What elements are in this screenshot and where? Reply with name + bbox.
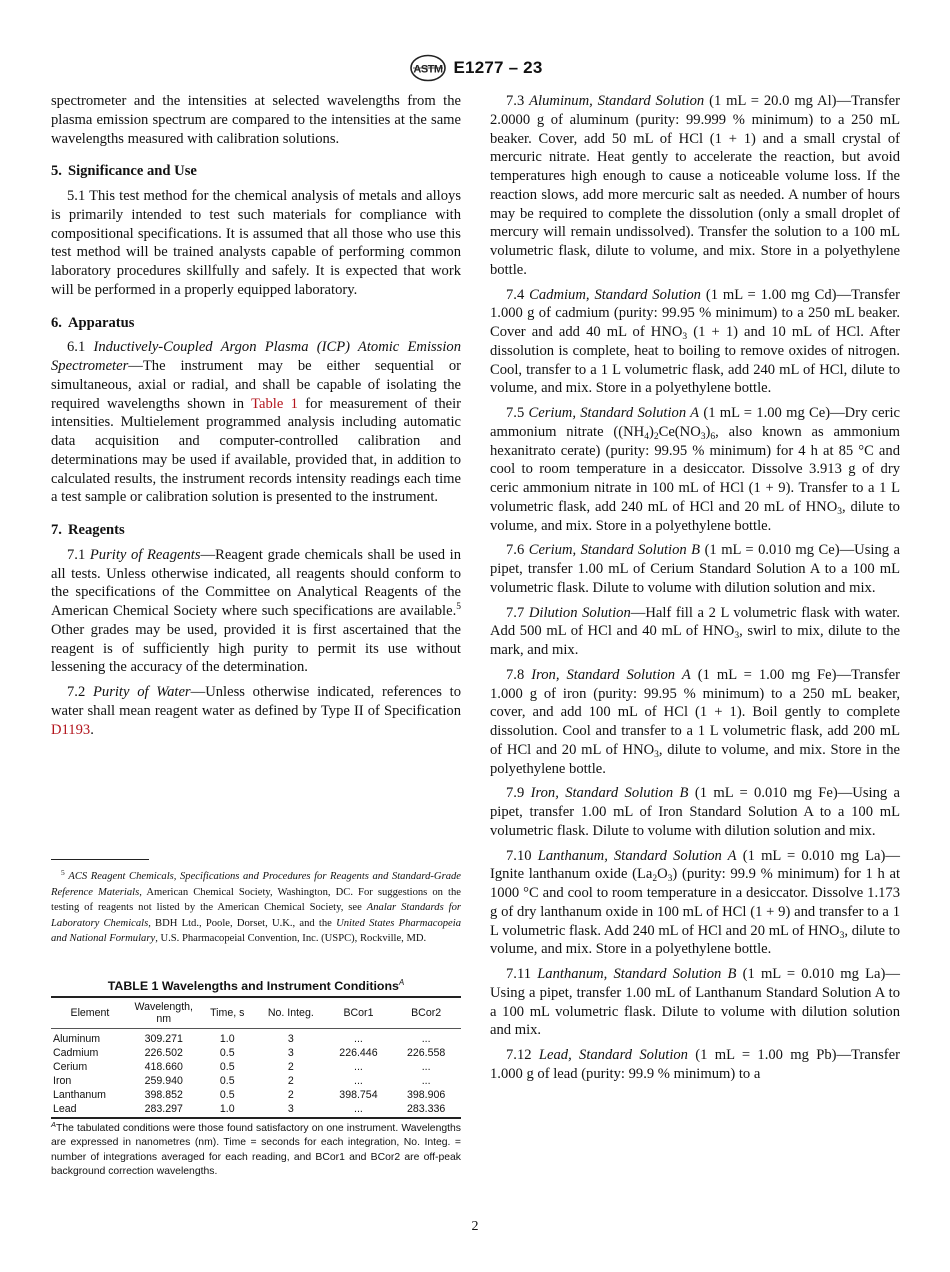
table-footnote: $^A$The tabulated conditions were those found satisfactory on one instrument. Wavelengths are expressed in nanometres (nm). Time = seconds for each integration, No. Integ. = number of integrations averaged for each reading, and BCor1 and BCor2 are off-peak background correction wavelengths.	[51, 1120, 461, 1178]
paragraph-7-12: 7.12 Lead, Standard Solution (1 mL = 1.00 mg Pb)—Transfer 1.000 g of lead (purity: 99.9 % minimum) to a	[490, 1047, 901, 1082]
paragraph-7-10: 7.10 Lanthanum, Standard Solution A (1 mL = 0.010 mg La)—Ignite lanthanum oxide $(La_2O_3)$ (purity: 99.9 % minimum) for 1 h at 1000 °C and cool to room temperature in a desiccator. Dissolve 1.173 g of dry lanthanum oxide in 100 mL of HCl (1 + 9) and transfer to a 1 L volumetric flask. Add 240 mL of HCl and 20 mL of $HNO_3$, dilute to volume, and mix. Store in a polyethylene bottle.	[490, 847, 900, 958]
section-heading-6: 6. Apparatus	[51, 314, 135, 331]
left-column	[51, 92, 461, 745]
paragraph-7-11: 7.11 Lanthanum, Standard Solution B (1 mL = 0.010 mg La)—Using a pipet, transfer 1.00 mL of Lanthanum Standard Solution A to a 100 mL volumetric flask. Dilute to volume with dilution solution and mix.	[490, 966, 900, 1039]
paragraph-7-7: 7.7 Dilution Solution—Half fill a 2 L volumetric flask with water. Add 500 mL of HCl and 40 mL of $HNO_3$, swirl to mix, dilute to the mark, and mix.	[490, 604, 901, 658]
paragraph-7-3: 7.3 Aluminum, Standard Solution (1 mL = 20.0 mg Al)—Transfer 2.0000 g of aluminum (purity: 99.999 % minimum) to a 250 mL beaker. Cover, add 50 mL of HCl (1 + 1) and a small crystal of mercuric nitrate. Heat gently to accelerate the reaction, but avoid temperatures high enough to cause a noticeable volume loss. If the reaction slows, add more mercuric salt as needed. A number of hours may be required to complete the dissolution (only a small droplet of mercury will remain undissolved). Transfer the solution to a 100 mL volumetric flask, dilute to volume, and mix. Store in a polyethylene bottle.	[490, 93, 901, 278]
col-header-element: Element	[51, 997, 129, 1029]
footnote-divider	[51, 859, 149, 860]
table-header-row	[51, 997, 461, 1029]
paragraph-7-2: 7.2 Purity of Water—Unless otherwise indicated, references to water shall mean reagent water as defined by Type II of Specification D1193.	[51, 684, 462, 738]
page-header	[0, 53, 950, 83]
page-number: 2	[471, 1219, 479, 1234]
table-row: Cadmium 226.502 0.5 3 226.446 226.558	[53, 1047, 446, 1059]
col-header-time: Time, s	[199, 997, 256, 1029]
paragraph-7-5: 7.5 Cerium, Standard Solution A (1 mL = 1.00 mg Ce)—Dry ceric ammonium nitrate ($(NH_4)_2Ce(NO_3)_6$, also known as ammonium hexanitrato cerate) (purity: 99.95 % minimum) for 4 h at 85 °C and cool to room temperature in a desiccator. Dissolve 3.913 g of dry ceric ammonium nitrate in 100 mL of HCl (1 + 9). Transfer to a 1 L volumetric flask, add 240 mL of HCl and 20 mL of $HNO_3$, dilute to volume, and mix. Store in a polyethylene bottle.	[490, 405, 901, 534]
col-header-bcor1: BCor1	[326, 997, 392, 1029]
footnote-5: $^5$ ACS Reagent Chemicals, Specifications and Procedures for Reagents and Standard-Grade Reference Materials, American Chemical Society, Washington, DC. For suggestions on the testing of reagents not listed by the American Chemical Society, see Analar Standards for Laboratory Chemicals, BDH Ltd., Poole, Dorset, U.K., and the United States Pharmacopeia and National Formulary, U.S. Pharmacopeial Convention, Inc. (USPC), Rockville, MD.	[51, 868, 462, 945]
table-row: Lanthanum 398.852 0.5 2 398.754 398.906	[53, 1089, 446, 1101]
document-id: E1277 – 23	[453, 58, 543, 77]
astm-logo-icon	[408, 53, 448, 83]
section-heading-5: 5. Significance and Use	[51, 163, 197, 180]
paragraph-7-9: 7.9 Iron, Standard Solution B (1 mL = 0.010 mg Fe)—Using a pipet, transfer 1.00 mL of Iron Standard Solution A to a 100 mL volumetric flask. Dilute to volume with dilution solution and mix.	[490, 785, 901, 839]
table-row: Iron 259.940 0.5 2 ... ...	[53, 1075, 431, 1087]
table-title: TABLE 1 Wavelengths and Instrument Conditions$^A$	[107, 978, 405, 993]
paragraph-7-6: 7.6 Cerium, Standard Solution B (1 mL = 0.010 mg Ce)—Using a pipet, transfer 1.00 mL of Cerium Standard Solution A to a 100 mL volumetric flask. Dilute to volume with dilution solution and mix.	[490, 542, 900, 596]
svg-text:ASTM: ASTM	[412, 63, 443, 76]
table-row: Lead 283.297 1.0 3 ... 283.336	[53, 1103, 446, 1115]
paragraph-7-8: 7.8 Iron, Standard Solution A (1 mL = 1.00 mg Fe)—Transfer 1.000 g of iron (purity: 99.95 % minimum) to a 250 mL beaker, cover, and add 100 mL of HCl (1 + 1). Boil gently to complete dissolution. Cool and transfer to a 1 L volumetric flask, add 200 mL of HCl and 20 mL of $HNO_3$, dilute to volume, and mix. Store in the polyethylene bottle.	[490, 666, 901, 777]
paragraph-6-1: 6.1 Inductively-Coupled Argon Plasma (ICP) Atomic Emission Spectrometer—The instrument may be either sequential or simultaneous, axial or radial, and shall be capable of isolating the required wavelengths shown in Table 1 for measurement of their intensities. Multielement programmed analysis including automatic data acquisition and computer-controlled calibration and determinations may be used if available, provided that, in addition to calculated results, the instrument records intensity readings each time a test sample or calibration solution is presented to the instrument.	[51, 339, 462, 506]
paragraph-7-4: 7.4 Cadmium, Standard Solution (1 mL = 1.00 mg Cd)—Transfer 1.000 g of cadmium (purity: 99.95 % minimum) to a 250 mL beaker. Cover and add 40 mL of $HNO_3$ (1 + 1) and 10 mL of HCl. After dissolution is complete, heat to boiling to remove oxides of nitrogen. Cool, transfer to a 1 L volumetric flask, add 240 mL of HCl, dilute to volume, and mix. Store in a polyethylene bottle.	[490, 286, 900, 397]
col-header-bcor2: BCor2	[391, 997, 461, 1029]
col-header-no-integ: No. Integ.	[256, 997, 326, 1029]
d1193-link[interactable]: D1193	[51, 721, 91, 738]
col-header-wavelength: Wavelength, nm	[129, 997, 199, 1029]
section-heading-7: 7. Reagents	[51, 522, 125, 538]
paragraph-5-1: 5.1 This test method for the chemical analysis of metals and alloys is primarily intended to test such materials for compliance with compositional specifications. It is assumed that all those who use this test method will be trained analysts capable of performing common laboratory procedures skillfully and safely. It is expected that work will be performed in a properly equipped laboratory.	[51, 188, 461, 298]
table-1	[51, 979, 461, 1180]
intro-continuation: spectrometer and the intensities at selected wavelengths from the plasma emission spectrum are compared to the intensities at the same wavelengths measured with calibration solutions.	[51, 93, 461, 147]
right-column	[490, 92, 900, 1090]
table-row: Cerium 418.660 0.5 2 ... ...	[53, 1061, 431, 1073]
wavelength-table	[51, 996, 461, 1119]
table-1-link[interactable]: Table 1	[251, 395, 298, 412]
paragraph-7-1: 7.1 Purity of Reagents—Reagent grade chemicals shall be used in all tests. Unless otherwise indicated, all reagents should conform to the specifications of the Committee on Analytical Reagents of the American Chemical Society where such specifications are available.$^5$ Other grades may be used, provided it is first ascertained that the reagent is of sufficiently high purity to permit its use without lessening the accuracy of the determination.	[51, 546, 461, 676]
table-row: Aluminum 309.271 1.0 3 ... ...	[53, 1033, 431, 1045]
footnote-ref: 5	[456, 602, 461, 612]
